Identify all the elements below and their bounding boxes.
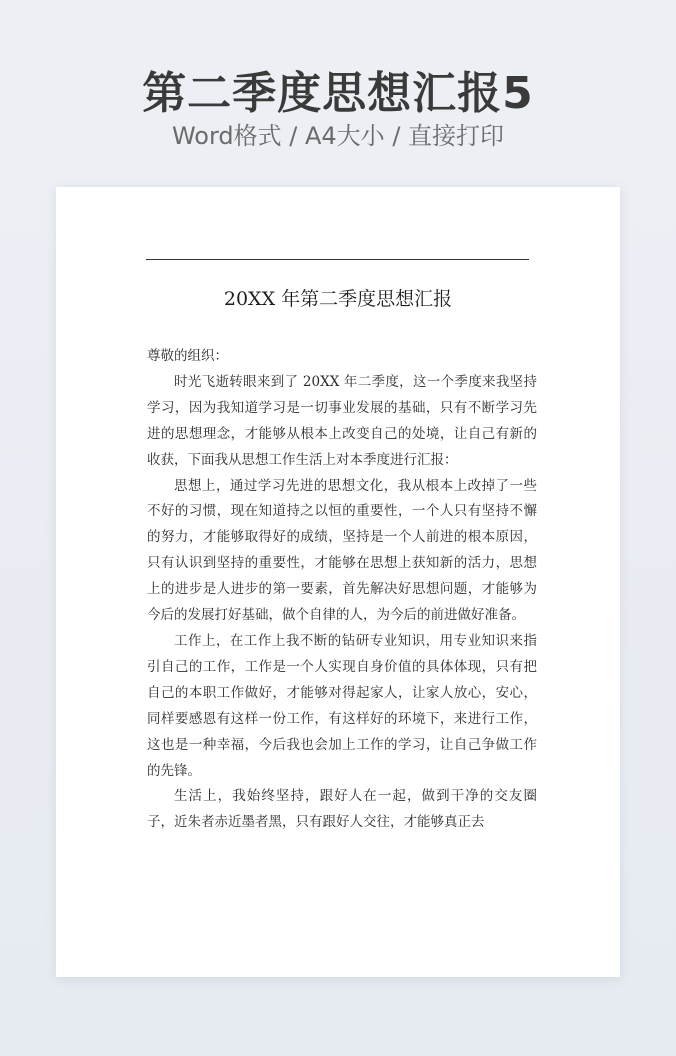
salutation: 尊敬的组织： bbox=[147, 348, 228, 364]
document-body bbox=[147, 344, 537, 836]
banner-title: 第二季度思想汇报5 bbox=[142, 68, 534, 119]
paragraph-work: 工作上，在工作上我不断的钻研专业知识，用专业知识来指引自己的工作，工作是一个人实现自身价值的具体体现，只有把自己的本职工作做好，才能够对得起家人，让家人放心，安心，同样要感恩有这样一份工作，有这样好的环境下，来进行工作，这也是一种幸福，今后我也会加上工作的学习，让自己争做工作的先锋。 bbox=[147, 632, 537, 779]
paragraph-thought: 思想上，通过学习先进的思想文化，我从根本上改掉了一些不好的习惯，现在知道持之以恒的重要性，一个人只有坚持不懈的努力，才能够取得好的成绩，坚持是一个人前进的根本原因，只有认识到坚持的重要性，才能够在思想上获知新的活力，思想上的进步是人进步的第一要素，首先解决好思想问题，才能够为今后的发展打好基础，做个自律的人，为今后的前进做好准备。 bbox=[147, 477, 537, 624]
banner-subtitle: Word格式 / A4大小 / 直接打印 bbox=[171, 122, 505, 150]
paragraph-life: 生活上，我始终坚持，跟好人在一起，做到干净的交友圈子，近朱者赤近墨者黑，只有跟好人交往，才能够真正去 bbox=[147, 788, 537, 831]
paragraph-intro: 时光飞逝转眼来到了 20XX 年二季度，这一个季度来我坚持学习，因为我知道学习是一切事业发展的基础，只有不断学习先进的思想理念，才能够从根本上改变自己的处境，让自己有新的收获，下面我从思想工作生活上对本季度进行汇报： bbox=[147, 373, 537, 468]
document-page bbox=[56, 187, 620, 977]
document-title: 20XX 年第二季度思想汇报 bbox=[223, 288, 453, 310]
header-rule bbox=[146, 259, 529, 260]
